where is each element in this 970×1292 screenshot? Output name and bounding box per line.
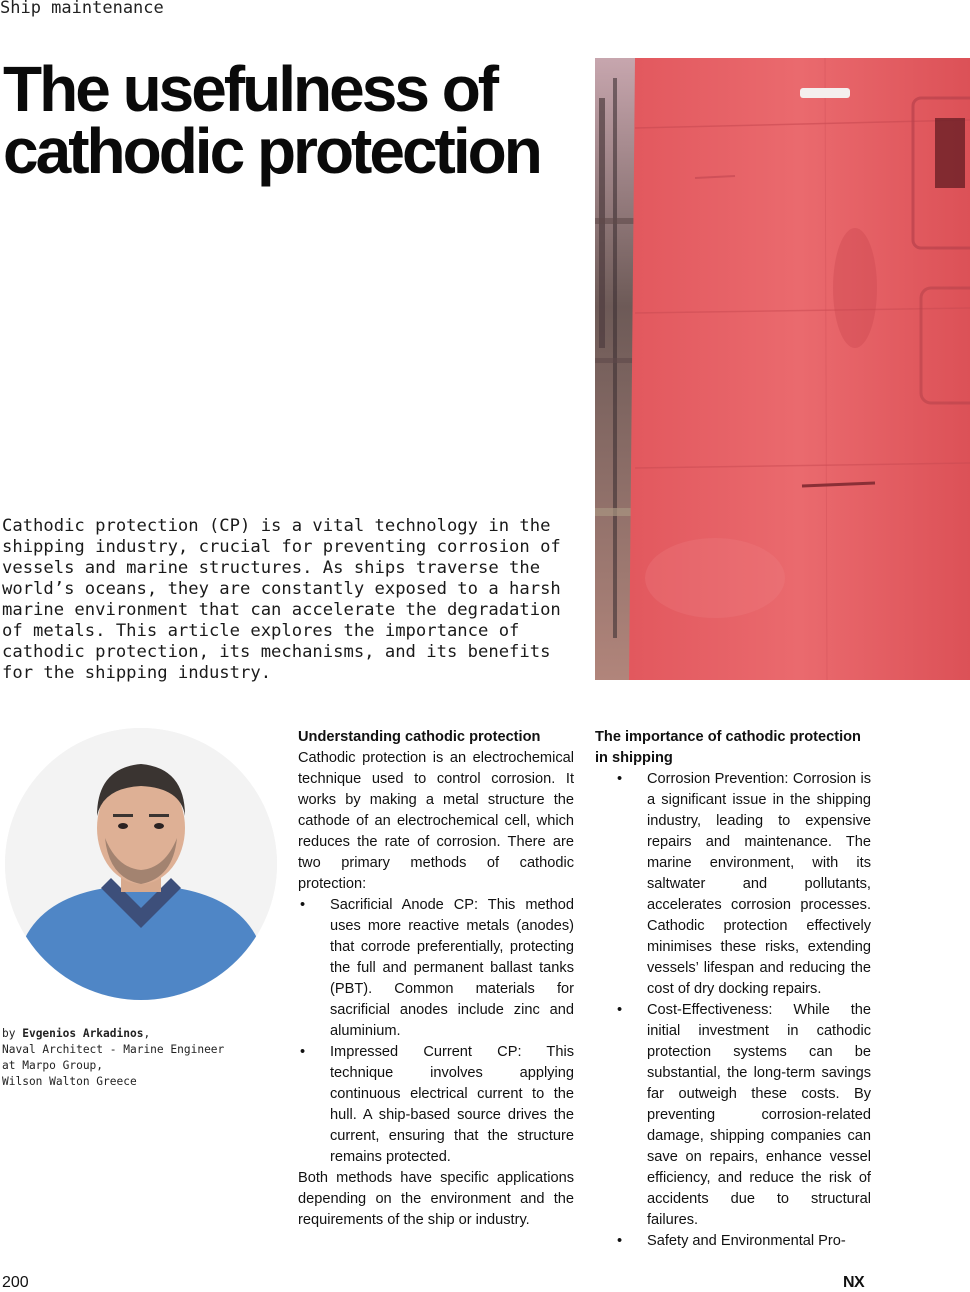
publication-logo: NX xyxy=(843,1274,865,1291)
ship-hull-photo xyxy=(595,58,970,680)
author-organization: Wilson Walton Greece xyxy=(2,1075,137,1088)
list-item-text: Impressed Current CP: This technique involves applying continuous electrical current to the hull. A ship-based source drives the current, ensuring that the structure remains protected. xyxy=(330,1044,574,1165)
list-item xyxy=(595,1231,871,1252)
author-name: Evgenios Arkadinos xyxy=(22,1027,144,1040)
page-number: 200 xyxy=(2,1274,29,1291)
list-item xyxy=(298,1042,574,1168)
bullet-icon: • xyxy=(300,1044,306,1060)
section-label: Ship maintenance xyxy=(0,0,164,18)
closing-paragraph: Both methods have specific applications depending on the environment and the requirements of the ship or industry. xyxy=(298,1170,574,1228)
article-column-right xyxy=(595,727,871,1252)
author-byline xyxy=(2,1026,262,1090)
author-role: Naval Architect - Marine Engineer xyxy=(2,1043,225,1056)
article-column-middle xyxy=(298,727,574,1231)
body-paragraph: Cathodic protection is an electrochemical technique used to control corrosion. It works by making a metal structure the cathode of an electrochemical cell, which reduces the rate of corrosion. There are two primary methods of cathodic protection: xyxy=(298,750,574,892)
author-company: at Marpo Group, xyxy=(2,1059,104,1072)
section-heading-understanding: Understanding cathodic protection xyxy=(298,729,541,745)
author-portrait xyxy=(5,728,277,1000)
list-item xyxy=(298,895,574,1042)
list-item xyxy=(595,1000,871,1231)
list-item-text: Corrosion Prevention: Corrosion is a significant issue in the shipping industry, leading to expensive repairs and maintenance. The marine environment, with its saltwater and pollutants, accelerates corrosion processes. Cathodic protection effectively minimises these risks, extending vessels’ lifespan and reducing the cost of dry docking repairs. xyxy=(647,771,871,997)
byline-suffix: , xyxy=(143,1027,151,1040)
bullet-icon: • xyxy=(300,897,306,913)
bullet-list xyxy=(298,895,574,1168)
bullet-icon: • xyxy=(617,771,623,787)
intro-paragraph: Cathodic protection (CP) is a vital technology in the shipping industry, crucial for preventing corrosion of vessels and marine structures. As ships traverse the world’s oceans, they are constantly exposed to a harsh marine environment that can accelerate the degradation of metals. This article explores the importance of cathodic protection, its mechanisms, and its benefits for the shipping industry. xyxy=(2,516,561,683)
byline-prefix: by xyxy=(2,1027,23,1040)
bullet-icon: • xyxy=(617,1002,623,1018)
list-item-text: Cost-Effectiveness: While the initial investment in cathodic protection systems can be substantial, the long-term savings far outweigh these costs. By preventing corrosion-related damage, shipping companies can save on repairs, enhance vessel efficiency, and reduce the risk of accidents due to structural failures. xyxy=(647,1002,871,1228)
list-item xyxy=(595,769,871,1000)
list-item-text: Safety and Environmental Pro- xyxy=(647,1233,846,1249)
section-heading-importance: The importance of cathodic protection in shipping xyxy=(595,729,861,766)
bullet-icon: • xyxy=(617,1233,623,1249)
bullet-list xyxy=(595,769,871,1252)
list-item-text: Sacrificial Anode CP: This method uses more reactive metals (anodes) that corrode preferentially, protecting the full and permanent ballast tanks (PBT). Common materials for sacrificial anodes include zinc and aluminium. xyxy=(330,897,574,1039)
article-headline: The usefulness of cathodic protection xyxy=(3,53,540,187)
